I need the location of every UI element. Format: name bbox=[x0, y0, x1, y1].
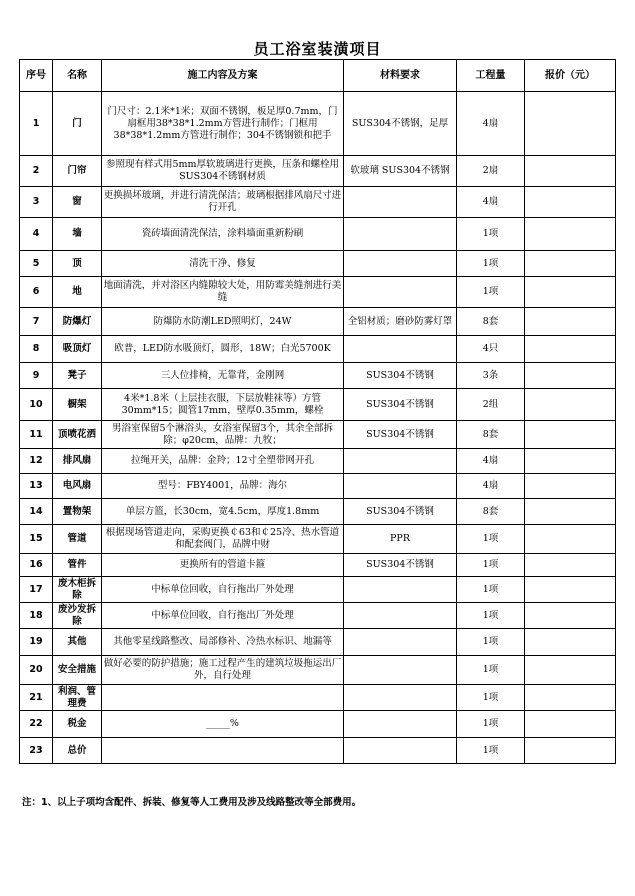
header-name: 名称 bbox=[53, 60, 102, 92]
row-price bbox=[525, 251, 616, 277]
row-quantity: 1项 bbox=[457, 577, 525, 603]
row-desc: 三人位排椅，无靠背，金刚网 bbox=[102, 363, 344, 389]
row-price bbox=[525, 449, 616, 474]
row-price bbox=[525, 187, 616, 218]
row-name: 利润、管理费 bbox=[53, 685, 102, 711]
row-desc: 型号：FBY4001，品牌：海尔 bbox=[102, 474, 344, 499]
row-price bbox=[525, 474, 616, 499]
row-quantity: 2组 bbox=[457, 389, 525, 421]
row-desc: 单层方篮，长30cm，宽4.5cm，厚度1.8mm bbox=[102, 499, 344, 525]
row-material bbox=[344, 218, 457, 251]
row-price bbox=[525, 336, 616, 363]
row-price bbox=[525, 711, 616, 738]
row-quantity: 8套 bbox=[457, 499, 525, 525]
row-name: 管道 bbox=[53, 525, 102, 554]
row-quantity: 4扇 bbox=[457, 474, 525, 499]
row-index: 6 bbox=[20, 277, 53, 308]
row-material: SUS304不锈钢，足厚 bbox=[344, 92, 457, 156]
row-desc: 男浴室保留5个淋浴头，女浴室保留3个，其余全部拆除；φ20cm，品牌：九牧； bbox=[102, 421, 344, 449]
row-desc: 防爆防水防潮LED照明灯，24W bbox=[102, 308, 344, 336]
row-quantity: 1项 bbox=[457, 629, 525, 656]
table-row bbox=[20, 711, 616, 738]
row-index: 5 bbox=[20, 251, 53, 277]
row-material bbox=[344, 449, 457, 474]
row-quantity: 4只 bbox=[457, 336, 525, 363]
table-row bbox=[20, 577, 616, 603]
table-row bbox=[20, 554, 616, 577]
footnote: 注：1、以上子项均含配件、拆装、修复等人工费用及涉及线路整改等全部费用。 bbox=[22, 797, 362, 808]
project-table bbox=[19, 59, 616, 764]
row-name: 顶 bbox=[53, 251, 102, 277]
table-row bbox=[20, 92, 616, 156]
row-price bbox=[525, 629, 616, 656]
row-desc: 欧普，LED防水吸顶灯，圆形，18W；白光5700K bbox=[102, 336, 344, 363]
row-quantity: 1项 bbox=[457, 685, 525, 711]
row-material: PPR bbox=[344, 525, 457, 554]
row-desc: 拉绳开关，品牌：金羚；12寸全塑带网开孔 bbox=[102, 449, 344, 474]
row-index: 3 bbox=[20, 187, 53, 218]
row-material bbox=[344, 685, 457, 711]
row-quantity: 3条 bbox=[457, 363, 525, 389]
row-material bbox=[344, 656, 457, 685]
row-name: 窗 bbox=[53, 187, 102, 218]
row-price bbox=[525, 577, 616, 603]
row-price bbox=[525, 685, 616, 711]
row-material bbox=[344, 474, 457, 499]
row-name: 废沙发拆除 bbox=[53, 603, 102, 629]
row-name: 总价 bbox=[53, 738, 102, 764]
row-desc: 参照现有样式用5mm厚软玻璃进行更换，压条和螺栓用SUS304不锈钢材质 bbox=[102, 156, 344, 187]
row-price bbox=[525, 277, 616, 308]
row-name: 废木柜拆除 bbox=[53, 577, 102, 603]
row-quantity: 1项 bbox=[457, 711, 525, 738]
row-material bbox=[344, 738, 457, 764]
row-index: 8 bbox=[20, 336, 53, 363]
row-index: 13 bbox=[20, 474, 53, 499]
row-material: 软玻璃 SUS304不锈钢 bbox=[344, 156, 457, 187]
row-material bbox=[344, 277, 457, 308]
row-desc: _____% bbox=[102, 711, 344, 738]
row-index: 20 bbox=[20, 656, 53, 685]
row-index: 16 bbox=[20, 554, 53, 577]
row-price bbox=[525, 92, 616, 156]
table-row bbox=[20, 251, 616, 277]
row-price bbox=[525, 308, 616, 336]
row-name: 税金 bbox=[53, 711, 102, 738]
row-index: 7 bbox=[20, 308, 53, 336]
row-material bbox=[344, 187, 457, 218]
row-index: 4 bbox=[20, 218, 53, 251]
table-row bbox=[20, 603, 616, 629]
row-name: 凳子 bbox=[53, 363, 102, 389]
row-material bbox=[344, 603, 457, 629]
row-desc: 做好必要的防护措施；施工过程产生的建筑垃圾拖运出厂外，自行处理 bbox=[102, 656, 344, 685]
row-desc: 中标单位回收，自行拖出厂外处理 bbox=[102, 577, 344, 603]
row-quantity: 8套 bbox=[457, 421, 525, 449]
row-material bbox=[344, 577, 457, 603]
table-row bbox=[20, 525, 616, 554]
row-quantity: 4扇 bbox=[457, 449, 525, 474]
row-index: 2 bbox=[20, 156, 53, 187]
row-material bbox=[344, 336, 457, 363]
row-material: SUS304不锈钢 bbox=[344, 363, 457, 389]
row-price bbox=[525, 421, 616, 449]
table-row bbox=[20, 738, 616, 764]
row-price bbox=[525, 389, 616, 421]
row-desc: 4米*1.8米（上层挂衣服，下层放鞋袜等）方管30mm*15；圆管17mm，壁厚0.35mm，螺栓 bbox=[102, 389, 344, 421]
row-name: 排风扇 bbox=[53, 449, 102, 474]
row-desc: 更换损坏玻璃，并进行清洗保洁；玻璃根据排风扇尺寸进行开孔 bbox=[102, 187, 344, 218]
table-row bbox=[20, 363, 616, 389]
table-row bbox=[20, 156, 616, 187]
row-index: 17 bbox=[20, 577, 53, 603]
row-price bbox=[525, 156, 616, 187]
row-material: SUS304不锈钢 bbox=[344, 421, 457, 449]
row-desc: 根据现场管道走向，采购更换￠63和￠25冷、热水管道和配套阀门，品牌中财 bbox=[102, 525, 344, 554]
row-quantity: 1项 bbox=[457, 218, 525, 251]
table-row bbox=[20, 499, 616, 525]
row-name: 橱架 bbox=[53, 389, 102, 421]
row-quantity: 4扇 bbox=[457, 187, 525, 218]
row-quantity: 2扇 bbox=[457, 156, 525, 187]
table-row bbox=[20, 449, 616, 474]
table-row bbox=[20, 187, 616, 218]
row-desc: 瓷砖墙面清洗保洁，涂料墙面重新粉刷 bbox=[102, 218, 344, 251]
row-quantity: 1项 bbox=[457, 603, 525, 629]
row-name: 顶喷花洒 bbox=[53, 421, 102, 449]
header-index: 序号 bbox=[20, 60, 53, 92]
row-index: 1 bbox=[20, 92, 53, 156]
row-name: 防爆灯 bbox=[53, 308, 102, 336]
row-index: 18 bbox=[20, 603, 53, 629]
row-name: 管件 bbox=[53, 554, 102, 577]
row-quantity: 8套 bbox=[457, 308, 525, 336]
row-desc bbox=[102, 685, 344, 711]
header-quantity: 工程量 bbox=[457, 60, 525, 92]
row-desc: 其他零星线路整改、局部修补、冷热水标识、地漏等 bbox=[102, 629, 344, 656]
row-material bbox=[344, 629, 457, 656]
row-desc: 清洗干净、修复 bbox=[102, 251, 344, 277]
header-desc: 施工内容及方案 bbox=[102, 60, 344, 92]
row-index: 12 bbox=[20, 449, 53, 474]
row-name: 地 bbox=[53, 277, 102, 308]
row-index: 19 bbox=[20, 629, 53, 656]
header-price: 报价（元） bbox=[525, 60, 616, 92]
row-price bbox=[525, 363, 616, 389]
table-row bbox=[20, 685, 616, 711]
row-index: 21 bbox=[20, 685, 53, 711]
table-row bbox=[20, 629, 616, 656]
row-index: 22 bbox=[20, 711, 53, 738]
row-quantity: 1项 bbox=[457, 554, 525, 577]
row-index: 23 bbox=[20, 738, 53, 764]
table-row bbox=[20, 389, 616, 421]
row-desc bbox=[102, 738, 344, 764]
row-price bbox=[525, 738, 616, 764]
header-row bbox=[20, 60, 616, 92]
page-title: 员工浴室装潢项目 bbox=[253, 40, 382, 58]
row-desc: 更换所有的管道卡箍 bbox=[102, 554, 344, 577]
table-row bbox=[20, 336, 616, 363]
row-index: 10 bbox=[20, 389, 53, 421]
row-material: SUS304不锈钢 bbox=[344, 554, 457, 577]
row-desc: 地面清洗，并对浴区内缝隙较大处，用防霉美缝剂进行美缝 bbox=[102, 277, 344, 308]
row-material bbox=[344, 711, 457, 738]
row-name: 其他 bbox=[53, 629, 102, 656]
row-name: 门 bbox=[53, 92, 102, 156]
row-price bbox=[525, 656, 616, 685]
table-row bbox=[20, 218, 616, 251]
row-material: SUS304不锈钢 bbox=[344, 389, 457, 421]
table-row bbox=[20, 656, 616, 685]
row-quantity: 1项 bbox=[457, 277, 525, 308]
row-desc: 中标单位回收，自行拖出厂外处理 bbox=[102, 603, 344, 629]
row-price bbox=[525, 499, 616, 525]
row-quantity: 1项 bbox=[457, 738, 525, 764]
header-material: 材料要求 bbox=[344, 60, 457, 92]
table-row bbox=[20, 308, 616, 336]
row-quantity: 4扇 bbox=[457, 92, 525, 156]
row-name: 门帘 bbox=[53, 156, 102, 187]
row-name: 吸顶灯 bbox=[53, 336, 102, 363]
row-name: 电风扇 bbox=[53, 474, 102, 499]
row-quantity: 1项 bbox=[457, 251, 525, 277]
table-row bbox=[20, 474, 616, 499]
row-quantity: 1项 bbox=[457, 525, 525, 554]
row-material: SUS304不锈钢 bbox=[344, 499, 457, 525]
row-price bbox=[525, 218, 616, 251]
row-name: 安全措施 bbox=[53, 656, 102, 685]
row-material bbox=[344, 251, 457, 277]
table-row bbox=[20, 421, 616, 449]
row-desc: 门尺寸：2.1米*1米；双面不锈钢，板足厚0.7mm，门扇框用38*38*1.2mm方管进行制作；门框用38*38*1.2mm方管进行制作；304不锈钢锁和把手 bbox=[102, 92, 344, 156]
row-name: 墙 bbox=[53, 218, 102, 251]
row-index: 11 bbox=[20, 421, 53, 449]
row-price bbox=[525, 554, 616, 577]
row-quantity: 1项 bbox=[457, 656, 525, 685]
row-price bbox=[525, 525, 616, 554]
row-index: 15 bbox=[20, 525, 53, 554]
row-index: 9 bbox=[20, 363, 53, 389]
row-price bbox=[525, 603, 616, 629]
table-row bbox=[20, 277, 616, 308]
row-material: 全铝材质；磨砂防雾灯罩 bbox=[344, 308, 457, 336]
row-name: 置物架 bbox=[53, 499, 102, 525]
row-index: 14 bbox=[20, 499, 53, 525]
